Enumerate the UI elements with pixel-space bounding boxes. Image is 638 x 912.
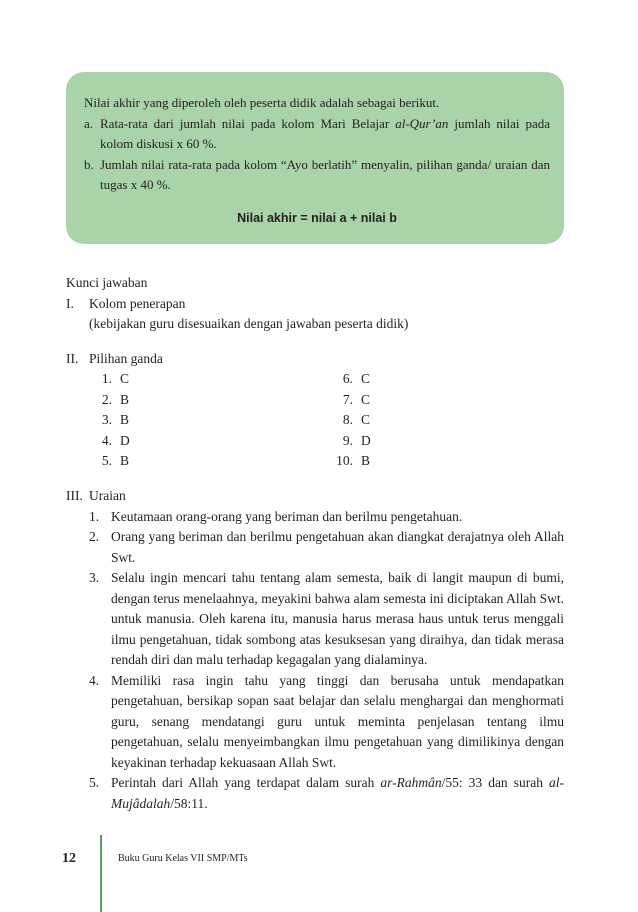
mc-answer: B [120, 453, 130, 468]
mc-number: 4. [101, 432, 112, 448]
section-title: Uraian [89, 488, 126, 503]
essay-text [111, 773, 564, 814]
item-text-post: jumlah nilai pada kolom diskusi x 60 %. [100, 115, 550, 151]
item-number: a. [84, 115, 94, 131]
essay-number: 4. [89, 672, 100, 688]
section-title: Pilihan ganda [89, 350, 163, 366]
mc-number: 7. [342, 391, 353, 407]
essay-answer-3 [89, 568, 564, 671]
essay-text: Selalu ingin mencari tahu tentang alam semesta, baik di langit maupun di bumi, dengan terus menelaahnya, meyakini bahwa alam semesta ini diciptakan Allah Swt. untuk manusia. Oleh karena itu, manusia harus merasa haus untuk terus menggali ilmu pengetahuan, tidak sombong atas kesuksesan yang diraihya, dan tidak merasa rendah diri dan malu terhadap kegagalan yang dialaminya. [111, 570, 564, 667]
mc-number: 8. [342, 412, 353, 427]
assessment-intro: Nilai akhir yang diperoleh oleh peserta didik adalah sebagai berikut. [84, 95, 440, 110]
mc-answer-row [331, 431, 371, 452]
multiple-choice-answers [66, 369, 564, 472]
answer-key-heading: Kunci jawaban [66, 275, 148, 290]
section-number: I. [66, 295, 74, 311]
final-score-formula: Nilai akhir = nilai a + nilai b [237, 210, 397, 225]
essay-text-post: /58:11. [170, 795, 208, 811]
mc-answer-row [331, 369, 371, 390]
mc-answer: D [361, 432, 371, 448]
mc-answer: C [361, 371, 371, 386]
essay-text-mid: /55: 33 dan surah [441, 775, 549, 790]
mc-answer: D [120, 432, 130, 448]
mc-number: 10. [336, 453, 353, 468]
section-essay [66, 486, 564, 507]
mc-answer-row [90, 431, 130, 452]
mc-column-right [331, 369, 371, 472]
mc-answer: B [120, 391, 130, 407]
assessment-item-a [84, 114, 550, 155]
section-title: Kolom penerapan [89, 295, 186, 311]
mc-column-left [90, 369, 130, 472]
mc-number: 6. [342, 371, 353, 386]
essay-text: Orang yang beriman dan berilmu pengetahuan akan diangkat derajatnya oleh Allah Swt. [111, 529, 564, 565]
mc-number: 3. [101, 412, 112, 427]
item-text-italic: al-Qur’an [395, 115, 449, 131]
answer-key [66, 273, 564, 814]
section-number: II. [66, 350, 79, 366]
mc-answer: B [120, 412, 130, 427]
section-number: III. [66, 488, 83, 503]
mc-answer-row [90, 410, 130, 431]
mc-answer-row [331, 390, 371, 411]
essay-answer-1 [89, 507, 564, 528]
essay-answer-5 [89, 773, 564, 814]
mc-answer-row [90, 369, 130, 390]
mc-answer-row [90, 451, 130, 472]
essay-answer-2 [89, 527, 564, 568]
mc-number: 9. [342, 432, 353, 448]
mc-answer: C [361, 391, 371, 407]
item-number: b. [84, 156, 94, 172]
section-application [66, 294, 564, 315]
assessment-note-box [66, 72, 564, 244]
mc-number: 1. [101, 371, 112, 386]
mc-answer: C [361, 412, 371, 427]
mc-number: 2. [101, 391, 112, 407]
essay-text: Keutamaan orang-orang yang beriman dan berilmu pengetahuan. [111, 508, 463, 524]
mc-answer: C [120, 371, 130, 386]
mc-answer: B [361, 453, 371, 468]
footer-divider [100, 835, 102, 912]
essay-answer-4 [89, 671, 564, 774]
book-title: Buku Guru Kelas VII SMP/MTs [118, 853, 248, 864]
mc-answer-row [331, 451, 371, 472]
essay-number: 5. [89, 775, 100, 790]
essay-number: 1. [89, 508, 100, 524]
section-note: (kebijakan guru disesuaikan dengan jawaban peserta didik) [89, 316, 409, 331]
item-text-pre: Rata-rata dari jumlah nilai pada kolom Mari Belajar [100, 115, 396, 131]
essay-text-pre: Perintah dari Allah yang terdapat dalam surah [111, 775, 381, 790]
assessment-item-b [84, 155, 550, 196]
section-multiple-choice [66, 349, 564, 370]
essay-answers [66, 507, 564, 815]
surah-name: ar-Rahmân [380, 775, 442, 790]
mc-answer-row [331, 410, 371, 431]
mc-answer-row [90, 390, 130, 411]
surah-name: al-Mujâdalah [111, 775, 564, 811]
essay-number: 3. [89, 570, 100, 585]
page-number: 12 [62, 851, 76, 866]
item-text: Jumlah nilai rata-rata pada kolom “Ayo berlatih” menyalin, pilihan ganda/ uraian dan tugas x 40 %. [100, 156, 550, 192]
essay-number: 2. [89, 529, 100, 544]
essay-text: Memiliki rasa ingin tahu yang tinggi dan berusaha untuk mendapatkan pengetahuan, bersikap sopan saat belajar dan selalu menghargai dan menghormati guru, senang mendatangi guru untuk meminta penjelasan tentang ilmu pengetahuan, selalu menyeimbangkan ilmu pengetahuan yang dimilikinya dengan keyakinan terhadap kekuasaan Allah Swt. [111, 672, 564, 770]
item-text [100, 114, 550, 155]
mc-number: 5. [101, 453, 112, 468]
